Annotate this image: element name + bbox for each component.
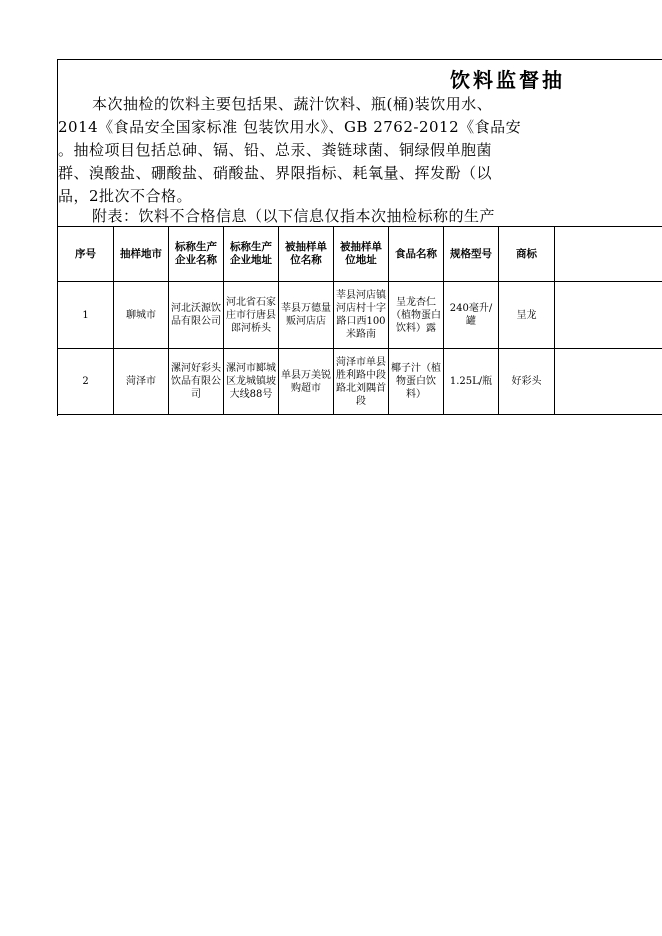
table-cell: 河北沃源饮品有限公司 [169,282,224,349]
table-cell: 1.25L/瓶 [444,349,499,415]
table-cell: 河北省石家庄市行唐县郎河桥头 [224,282,279,349]
table-cell: 240毫升/罐 [444,282,499,349]
table-cell-empty [555,282,662,349]
table-cell: 好彩头 [499,349,555,415]
header-cell-empty [555,227,662,282]
table-cell: 莘县河店镇河店村十字路口西100米路南 [334,282,389,349]
table-cell: 椰子汁（植物蛋白饮料） [389,349,444,415]
intro-line-2: 2014《食品安全国家标准 包装饮用水》、GB 2762-2012《食品安 [58,118,522,136]
header-cell: 被抽样单位名称 [279,227,334,282]
header-cell: 标称生产企业名称 [169,227,224,282]
intro-line-5: 品，2批次不合格。 [58,187,193,205]
table-cell: 莘县万德量贩河店店 [279,282,334,349]
header-cell: 规格型号 [444,227,499,282]
intro-line-4: 群、溴酸盐、硼酸盐、硝酸盐、界限指标、耗氧量、挥发酚（以 [58,164,493,182]
attachment-caption: 附表：饮料不合格信息（以下信息仅指本次抽检标称的生产 [92,207,496,225]
table-cell: 2 [58,349,114,415]
table-row [58,349,662,415]
table-cell: 漯河市郾城区龙城镇坡大线88号 [224,349,279,415]
header-cell: 标称生产企业地址 [224,227,279,282]
table-cell: 呈龙 [499,282,555,349]
table-row [58,282,662,349]
header-cell: 商标 [499,227,555,282]
page-title: 饮料监督抽 [450,68,565,92]
table-cell: 单县万美锐购超市 [279,349,334,415]
table-cell: 呈龙杏仁（植物蛋白饮料）露 [389,282,444,349]
header-cell: 序号 [58,227,114,282]
intro-line-3: 。抽检项目包括总砷、镉、铅、总汞、粪链球菌、铜绿假单胞菌 [58,141,493,159]
nonconforming-table [57,226,662,415]
table-header-row [58,227,662,282]
table-cell: 菏泽市 [114,349,169,415]
table-cell: 漯河好彩头饮品有限公司 [169,349,224,415]
table-cell-empty [555,349,662,415]
header-cell: 抽样地市 [114,227,169,282]
intro-line-1: 本次抽检的饮料主要包括果、蔬汁饮料、瓶(桶)装饮用水、 [92,95,493,113]
header-cell: 被抽样单位地址 [334,227,389,282]
table-cell: 聊城市 [114,282,169,349]
spreadsheet-page [57,59,662,416]
table-cell: 菏泽市单县胜利路中段路北刘隅首段 [334,349,389,415]
header-cell: 食品名称 [389,227,444,282]
table-cell: 1 [58,282,114,349]
